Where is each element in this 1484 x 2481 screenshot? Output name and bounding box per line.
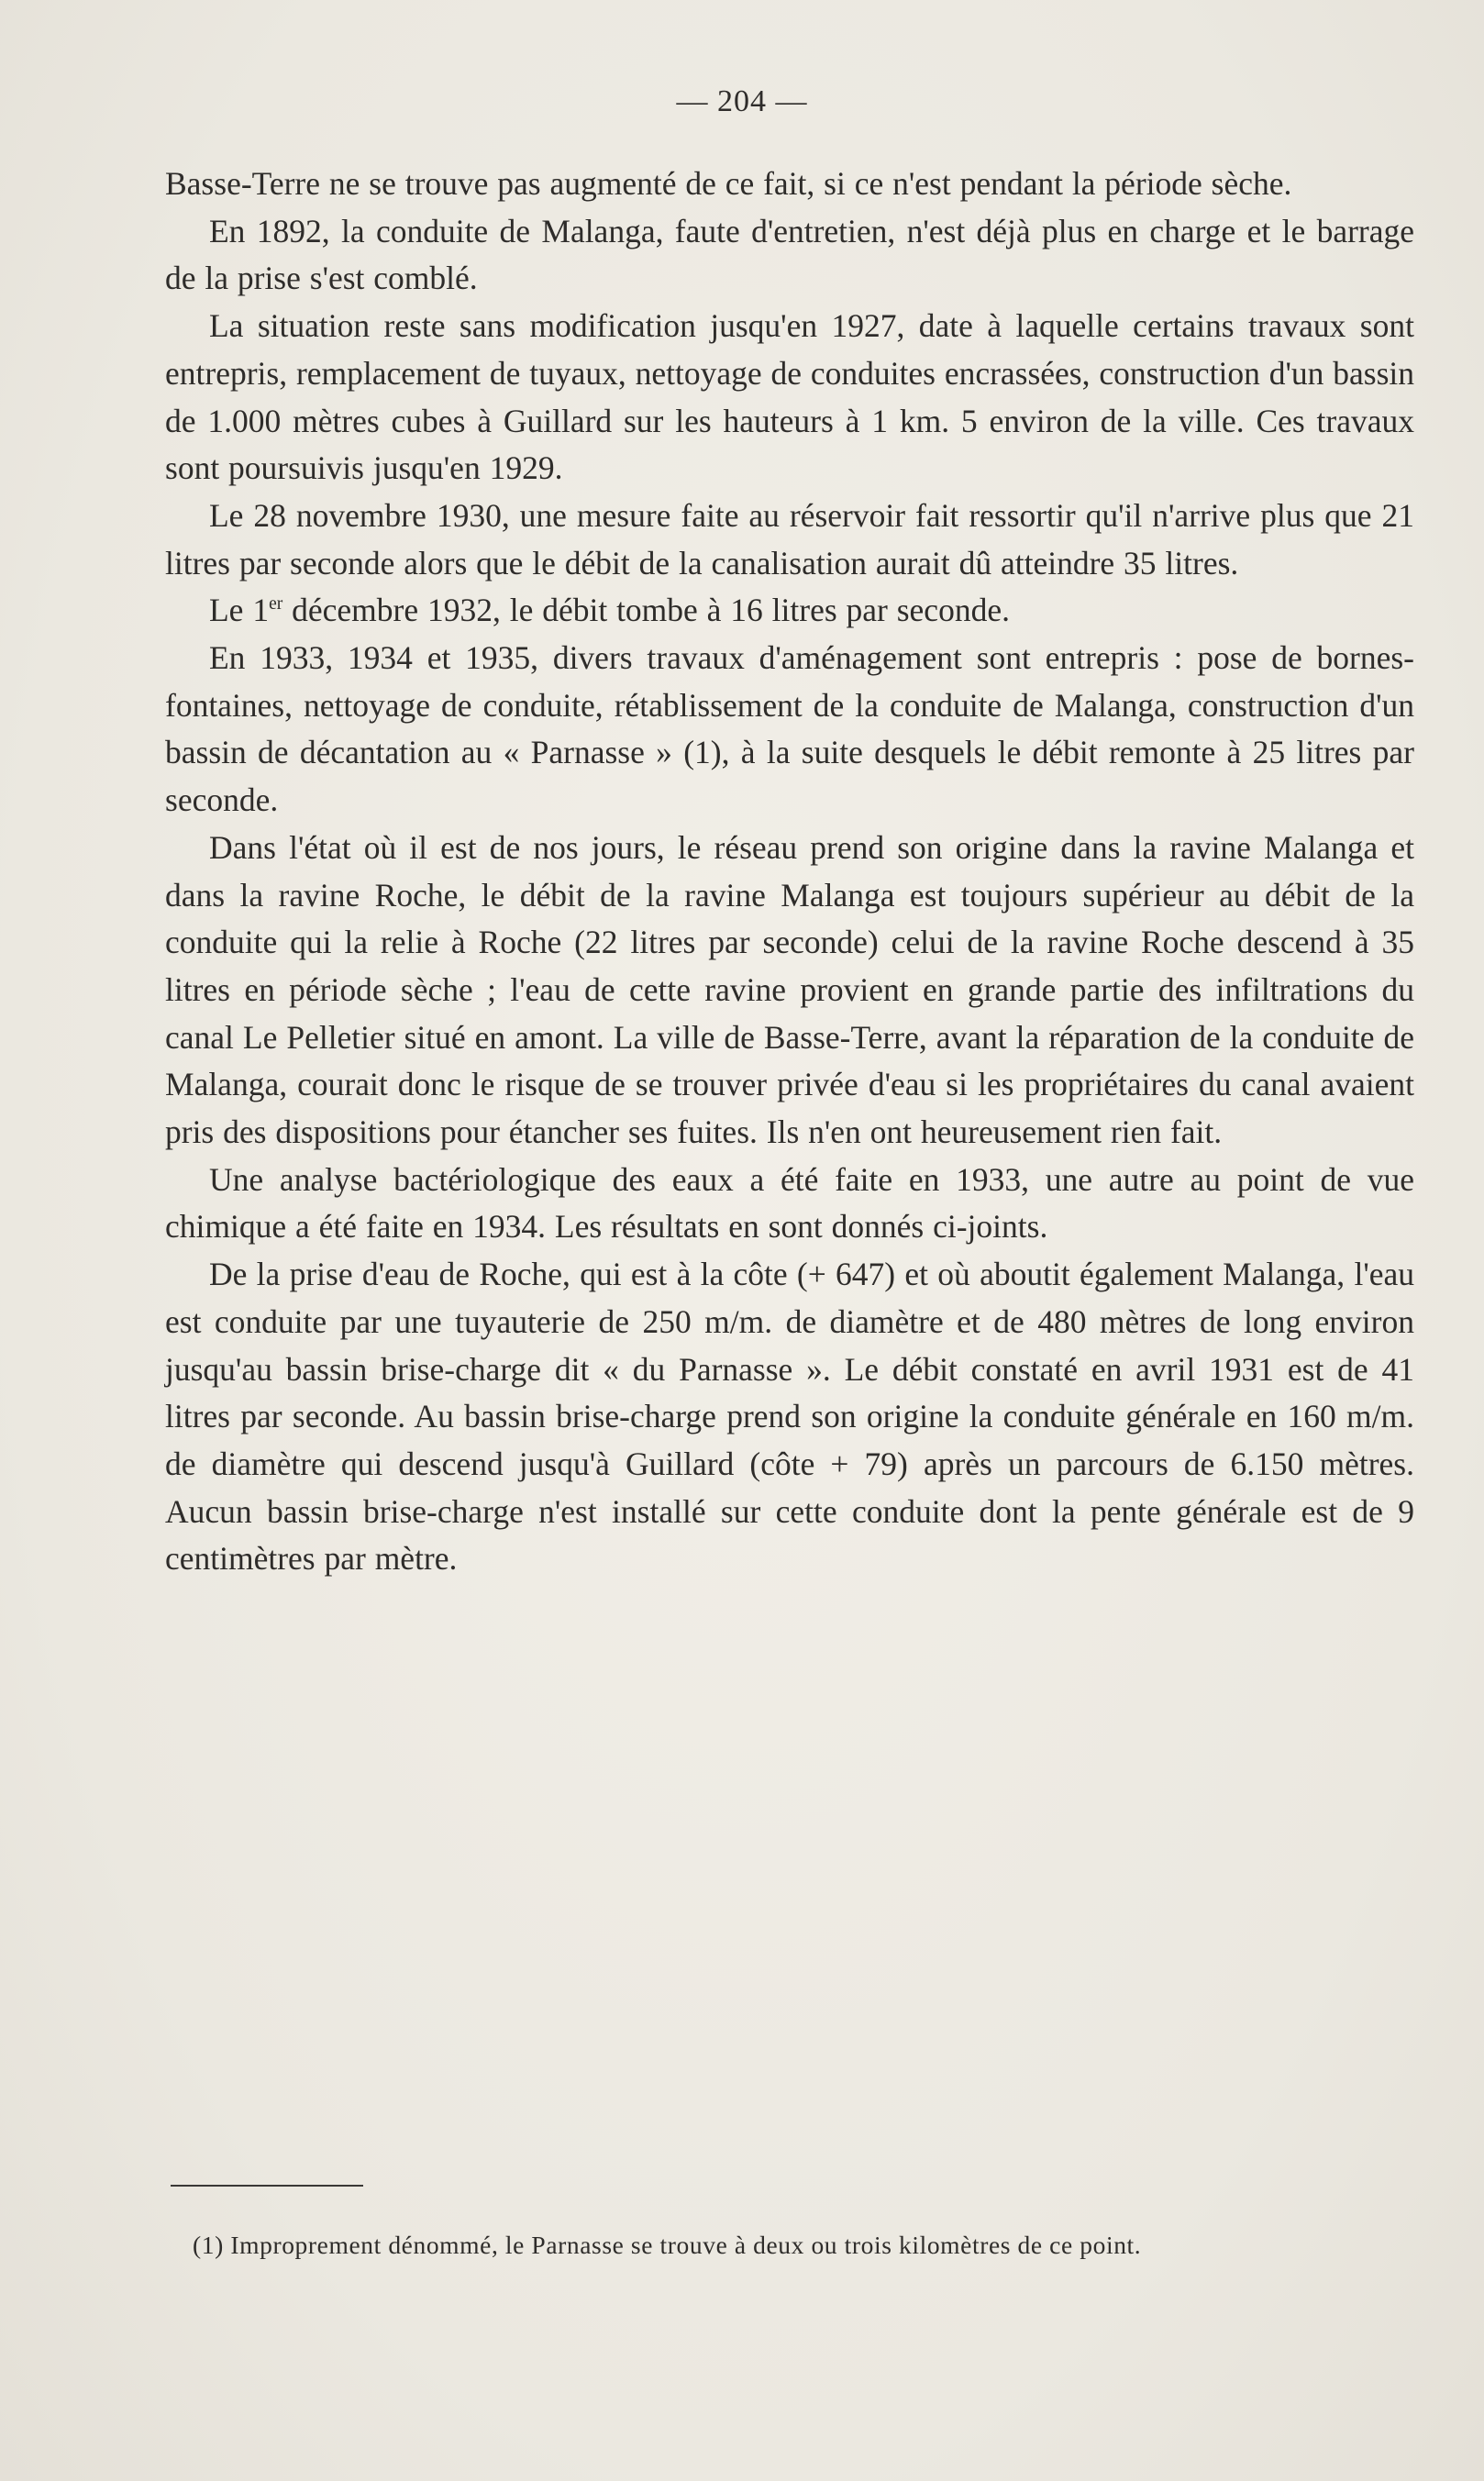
footnote: (1) Improprement dénommé, le Parnasse se trouve à deux ou trois kilomètres de ce point.	[193, 2231, 1142, 2259]
body-text	[165, 161, 1414, 1583]
paragraph-text: Le 1	[209, 592, 270, 629]
paragraph: Une analyse bactériologique des eaux a été faite en 1933, une autre au point de vue chimique a été faite en 1934. Les résultats en sont donnés ci-joints.	[165, 1160, 1414, 1246]
superscript-ordinal: er	[269, 594, 283, 615]
paragraph: En 1892, la conduite de Malanga, faute d'entretien, n'est déjà plus en charge et le barrage de la prise s'est comblé.	[165, 212, 1414, 297]
paragraph: En 1933, 1934 et 1935, divers travaux d'aménagement sont entrepris : pose de bornes-fontaines, nettoyage de conduite, rétablissement de la conduite de Malanga, construction d'un bassin de décantation au « Parnasse » (1), à la suite desquels le débit remonte à 25 litres par seconde.	[165, 639, 1414, 819]
paragraph-continued: Basse-Terre ne se trouve pas augmenté de ce fait, si ce n'est pendant la période sèche.	[165, 165, 1292, 202]
page-number: — 204 —	[676, 84, 808, 118]
paragraph: La situation reste sans modification jusqu'en 1927, date à laquelle certains travaux sont entrepris, remplacement de tuyaux, nettoyage de conduites encrassées, construction d'un bassin de 1.000 mètres cubes à Guillard sur les hauteurs à 1 km. 5 environ de la ville. Ces travaux sont poursuivis jusqu'en 1929.	[165, 307, 1414, 487]
footnote-divider	[171, 2185, 363, 2187]
paragraph: Dans l'état où il est de nos jours, le réseau prend son origine dans la ravine Malanga et dans la ravine Roche, le débit de la ravine Malanga est toujours supérieur au débit de la conduite qui la relie à Roche (22 litres par seconde) celui de la ravine Roche descend à 35 litres en période sèche ; l'eau de cette ravine provient en grande partie des infiltrations du canal Le Pelletier situé en amont. La ville de Basse-Terre, avant la réparation de la conduite de Malanga, courait donc le risque de se trouver privée d'eau si les propriétaires du canal avaient pris des dispositions pour étancher ses fuites. Ils n'en ont heureusement rien fait.	[165, 828, 1414, 1151]
paragraph-text: décembre 1932, le débit tombe à 16 litres par seconde.	[282, 592, 1010, 629]
paragraph: Le 28 novembre 1930, une mesure faite au réservoir fait ressortir qu'il n'arrive plus que 21 litres par seconde alors que le débit de la canalisation aurait dû atteindre 35 litres.	[165, 496, 1414, 581]
paragraph	[165, 587, 1414, 635]
paragraph: De la prise d'eau de Roche, qui est à la côte (+ 647) et où aboutit également Malanga, l'eau est conduite par une tuyauterie de 250 m/m. de diamètre et de 480 mètres de long environ jusqu'au bassin brise-charge dit « du Parnasse ». Le débit constaté en avril 1931 est de 41 litres par seconde. Au bassin brise-charge prend son origine la conduite générale en 160 m/m. de diamètre qui descend jusqu'à Guillard (côte + 79) après un parcours de 6.150 mètres. Aucun bassin brise-charge n'est installé sur cette conduite dont la pente générale est de 9 centimètres par mètre.	[165, 1256, 1414, 1578]
